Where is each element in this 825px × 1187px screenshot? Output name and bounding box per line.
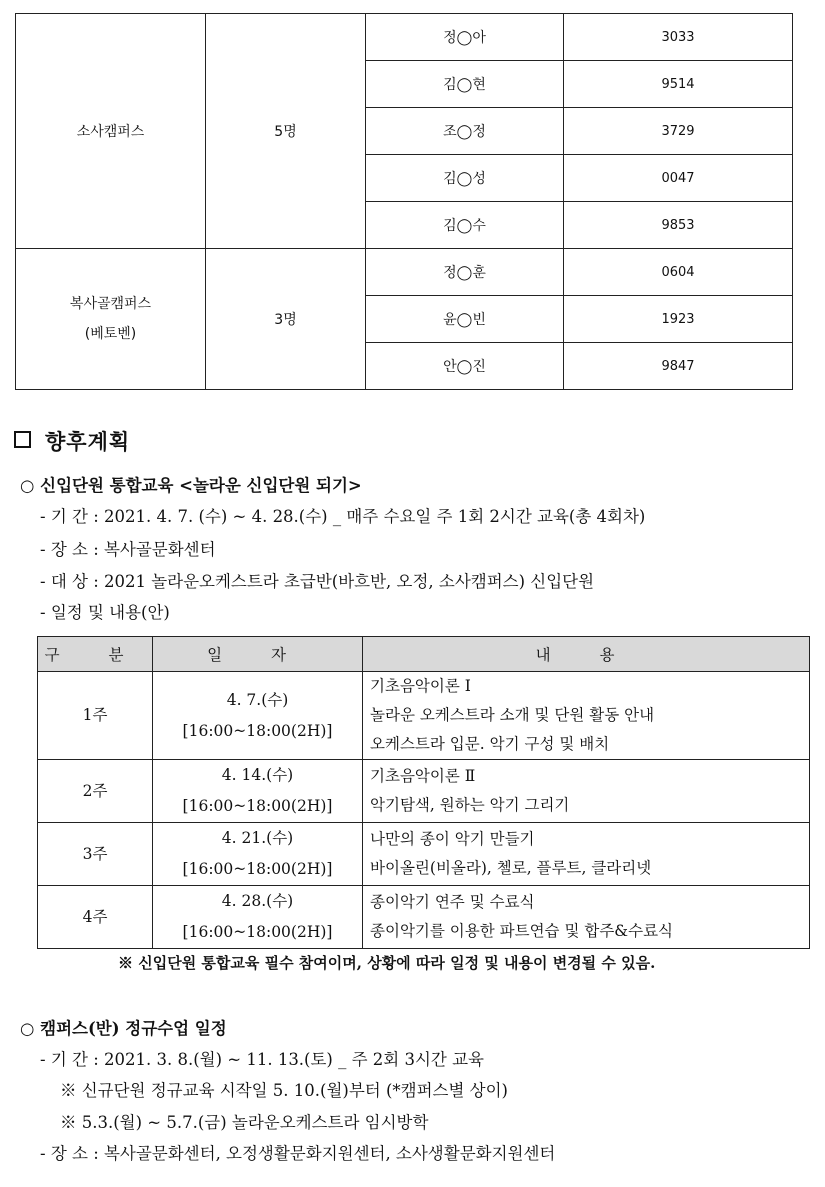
table-row xyxy=(38,672,810,760)
regular-note-2: ※ 5.3.(월) ~ 5.7.(금) 놀라운오케스트라 임시방학 xyxy=(60,1113,429,1132)
schedule-label: - 일정 및 내용(안) xyxy=(40,603,170,622)
header-category: 구 분 xyxy=(38,637,153,672)
member-code: 3033 xyxy=(564,14,793,61)
count-cell: 5명 xyxy=(206,14,366,249)
count-cell: 3명 xyxy=(206,249,366,390)
content-line: 기초음악이론 Ⅱ xyxy=(370,767,476,785)
member-name: 김◯현 xyxy=(366,61,564,108)
member-code: 1923 xyxy=(564,296,793,343)
content-line: 오케스트라 입문. 악기 구성 및 배치 xyxy=(370,735,610,753)
session-date: 4. 14.(수) xyxy=(221,766,294,784)
member-name: 조◯정 xyxy=(366,108,564,155)
week-cell: 3주 xyxy=(38,823,153,886)
member-name: 김◯수 xyxy=(366,202,564,249)
schedule-table xyxy=(37,636,810,949)
training-heading: ○ 신입단원 통합교육 <놀라운 신입단원 되기> xyxy=(20,476,362,495)
table-row xyxy=(16,14,793,61)
table-row xyxy=(16,249,793,296)
date-cell xyxy=(153,760,363,823)
date-cell xyxy=(153,823,363,886)
content-line: 바이올린(비올라), 첼로, 플루트, 클라리넷 xyxy=(370,859,652,877)
content-line: 종이악기를 이용한 파트연습 및 합주&수료식 xyxy=(370,922,674,940)
content-line: 악기탐색, 원하는 악기 그리기 xyxy=(370,796,570,814)
content-line: 나만의 종이 악기 만들기 xyxy=(370,830,535,848)
session-time: [16:00~18:00(2H)] xyxy=(182,721,333,740)
campus-cell: 소사캠퍼스 xyxy=(16,14,206,249)
member-code: 9847 xyxy=(564,343,793,390)
campus-name: 복사골캠퍼스 xyxy=(69,296,152,312)
contents-cell xyxy=(363,823,810,886)
table-row xyxy=(38,823,810,886)
member-code: 0047 xyxy=(564,155,793,202)
date-cell xyxy=(153,886,363,949)
content-line: 기초음악이론 Ⅰ xyxy=(370,677,471,695)
member-name: 윤◯빈 xyxy=(366,296,564,343)
member-name: 안◯진 xyxy=(366,343,564,390)
session-date: 4. 28.(수) xyxy=(221,892,294,910)
content-line: 놀라운 오케스트라 소개 및 단원 활동 안내 xyxy=(370,706,655,724)
content-line: 종이악기 연주 및 수료식 xyxy=(370,893,535,911)
week-cell: 2주 xyxy=(38,760,153,823)
session-time: [16:00~18:00(2H)] xyxy=(182,923,333,941)
week-cell: 4주 xyxy=(38,886,153,949)
member-code: 3729 xyxy=(564,108,793,155)
member-code: 9514 xyxy=(564,61,793,108)
table-row xyxy=(38,886,810,949)
member-code: 0604 xyxy=(564,249,793,296)
square-bullet-icon xyxy=(14,431,31,448)
training-place: - 장 소 : 복사골문화센터 xyxy=(40,540,216,559)
header-contents: 내 용 xyxy=(363,637,810,672)
member-code: 9853 xyxy=(564,202,793,249)
contents-cell xyxy=(363,886,810,949)
table-header-row xyxy=(38,637,810,672)
session-time: [16:00~18:00(2H)] xyxy=(182,860,333,878)
training-note: ※ 신입단원 통합교육 필수 참여이며, 상황에 따라 일정 및 내용이 변경될 수 있음. xyxy=(118,954,656,972)
regular-note-1: ※ 신규단원 정규교육 시작일 5. 10.(월)부터 (*캠퍼스별 상이) xyxy=(60,1081,508,1100)
week-cell: 1주 xyxy=(38,672,153,760)
member-name: 정◯아 xyxy=(366,14,564,61)
contents-cell xyxy=(363,672,810,760)
member-name: 김◯성 xyxy=(366,155,564,202)
contents-cell xyxy=(363,760,810,823)
member-name: 정◯훈 xyxy=(366,249,564,296)
member-table xyxy=(15,13,793,390)
header-date: 일 자 xyxy=(153,637,363,672)
training-target: - 대 상 : 2021 놀라운오케스트라 초급반(바흐반, 오정, 소사캠퍼스) 신입단원 xyxy=(40,572,595,591)
session-time: [16:00~18:00(2H)] xyxy=(182,797,333,815)
regular-heading: ○ 캠퍼스(반) 정규수업 일정 xyxy=(20,1019,227,1038)
training-period: - 기 간 : 2021. 4. 7. (수) ~ 4. 28.(수) _ 매주 수요일 주 1회 2시간 교육(총 4회차) xyxy=(40,507,646,526)
session-date: 4. 7.(수) xyxy=(226,690,289,709)
session-date: 4. 21.(수) xyxy=(221,829,294,847)
table-row xyxy=(38,760,810,823)
date-cell xyxy=(153,672,363,760)
campus-cell xyxy=(16,249,206,390)
regular-place: - 장 소 : 복사골문화센터, 오정생활문화지원센터, 소사생활문화지원센터 xyxy=(40,1144,556,1163)
campus-subname: (베토벤) xyxy=(84,326,137,342)
section-title: 향후계획 xyxy=(14,426,130,456)
regular-period: - 기 간 : 2021. 3. 8.(월) ~ 11. 13.(토) _ 주 2회 3시간 교육 xyxy=(40,1050,484,1069)
